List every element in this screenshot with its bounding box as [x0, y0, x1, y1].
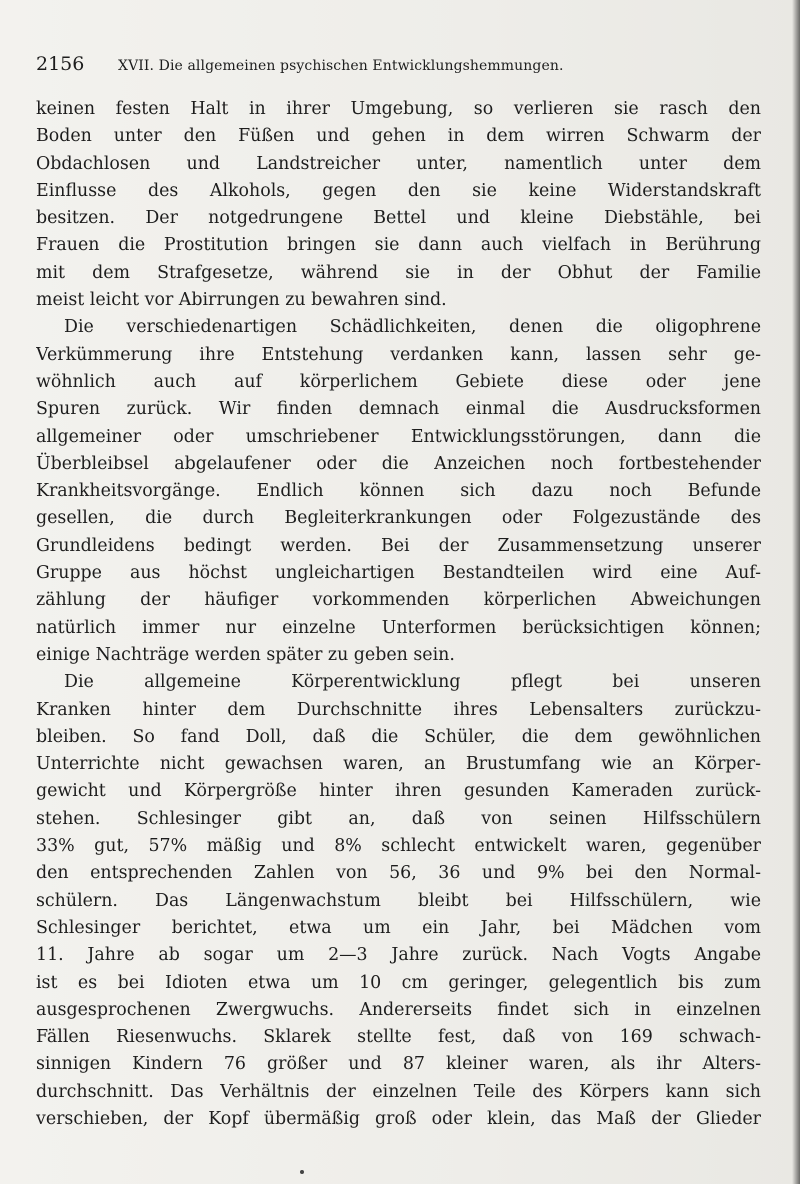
text-line: meist leicht vor Abirrungen zu bewahren sind.	[36, 290, 447, 311]
text-line: Spuren zurück. Wir finden demnach einmal die Ausdrucksformen	[36, 399, 761, 420]
text-line: Grundleidens bedingt werden. Bei der Zusammensetzung unserer	[36, 535, 761, 556]
text-line: Einflusse des Alkohols, gegen den sie keine Widerstandskraft	[36, 180, 761, 201]
text-line: durchschnitt. Das Verhältnis der einzelnen Teile des Körpers kann sich	[36, 1081, 761, 1102]
text-line: wöhnlich auch auf körperlichem Gebiete diese oder jene	[36, 371, 761, 392]
running-head	[36, 50, 766, 78]
text-line: 33% gut, 57% mäßig und 8% schlecht entwickelt waren, gegenüber	[36, 836, 761, 857]
text-line: ausgesprochenen Zwergwuchs. Andererseits findet sich in einzelnen	[36, 999, 761, 1020]
text-line: schülern. Das Längenwachstum bleibt bei Hilfsschülern, wie	[36, 890, 761, 911]
text-line: einige Nachträge werden später zu geben sein.	[36, 644, 455, 665]
text-line: keinen festen Halt in ihrer Umgebung, so verlieren sie rasch den	[36, 99, 761, 119]
text-line: Obdachlosen und Landstreicher unter, namentlich unter dem	[36, 153, 761, 174]
text-line: den entsprechenden Zahlen von 56, 36 und 9% bei den Normal-	[36, 863, 761, 884]
text-line: Gruppe aus höchst ungleichartigen Bestandteilen wird eine Auf-	[36, 563, 761, 584]
paragraph-start-line: Die verschiedenartigen Schädlichkeiten, denen die oligophrene	[64, 317, 761, 338]
text-line: Überbleibsel abgelaufener oder die Anzeichen noch fortbestehender	[36, 453, 761, 474]
text-line: Verkümmerung ihre Entstehung verdanken kann, lassen sehr ge-	[36, 344, 761, 365]
text-line: ist es bei Idioten etwa um 10 cm geringer, gelegentlich bis zum	[36, 972, 761, 993]
text-line: Fällen Riesenwuchs. Sklarek stellte fest, daß von 169 schwach-	[36, 1027, 761, 1048]
text-line: zählung der häufiger vorkommenden körperlichen Abweichungen	[36, 590, 761, 611]
text-line: Boden unter den Füßen und gehen in dem wirren Schwarm der	[36, 126, 761, 147]
text-line: Schlesinger berichtet, etwa um ein Jahr, bei Mädchen vom	[36, 917, 761, 938]
text-line: natürlich immer nur einzelne Unterformen berücksichtigen können;	[36, 617, 761, 638]
text-line: allgemeiner oder umschriebener Entwicklungsstörungen, dann die	[36, 426, 761, 447]
text-line: gesellen, die durch Begleiterkrankungen oder Folgezustände des	[36, 508, 761, 529]
text-line: Unterrichte nicht gewachsen waren, an Brustumfang wie an Körper-	[36, 754, 761, 775]
body-text	[36, 96, 761, 1133]
text-line: Krankheitsvorgänge. Endlich können sich dazu noch Befunde	[36, 481, 761, 502]
paragraph-start-line: Die allgemeine Körperentwicklung pflegt bei unseren	[64, 672, 761, 693]
text-line: stehen. Schlesinger gibt an, daß von seinen Hilfsschülern	[36, 808, 761, 829]
text-line: bleiben. So fand Doll, daß die Schüler, die dem gewöhnlichen	[36, 726, 761, 747]
text-line: Frauen die Prostitution bringen sie dann auch vielfach in Berührung	[36, 235, 761, 256]
text-line: sinnigen Kindern 76 größer und 87 kleiner waren, als ihr Alters-	[36, 1054, 761, 1075]
page-number: 2156	[36, 53, 85, 75]
text-line: besitzen. Der notgedrungene Bettel und kleine Diebstähle, bei	[36, 208, 761, 229]
running-title: XVII. Die allgemeinen psychischen Entwicklungshemmungen.	[118, 58, 564, 74]
text-line: 11. Jahre ab sogar um 2—3 Jahre zurück. Nach Vogts Angabe	[36, 945, 761, 966]
text-line: gewicht und Körpergröße hinter ihren gesunden Kameraden zurück-	[36, 781, 761, 802]
text-line: mit dem Strafgesetze, während sie in der Obhut der Familie	[36, 262, 761, 283]
text-line: Kranken hinter dem Durchschnitte ihres Lebensalters zurückzu-	[36, 699, 761, 720]
print-mark	[300, 1170, 304, 1174]
text-line: verschieben, der Kopf übermäßig groß oder klein, das Maß der Glieder	[36, 1108, 761, 1129]
